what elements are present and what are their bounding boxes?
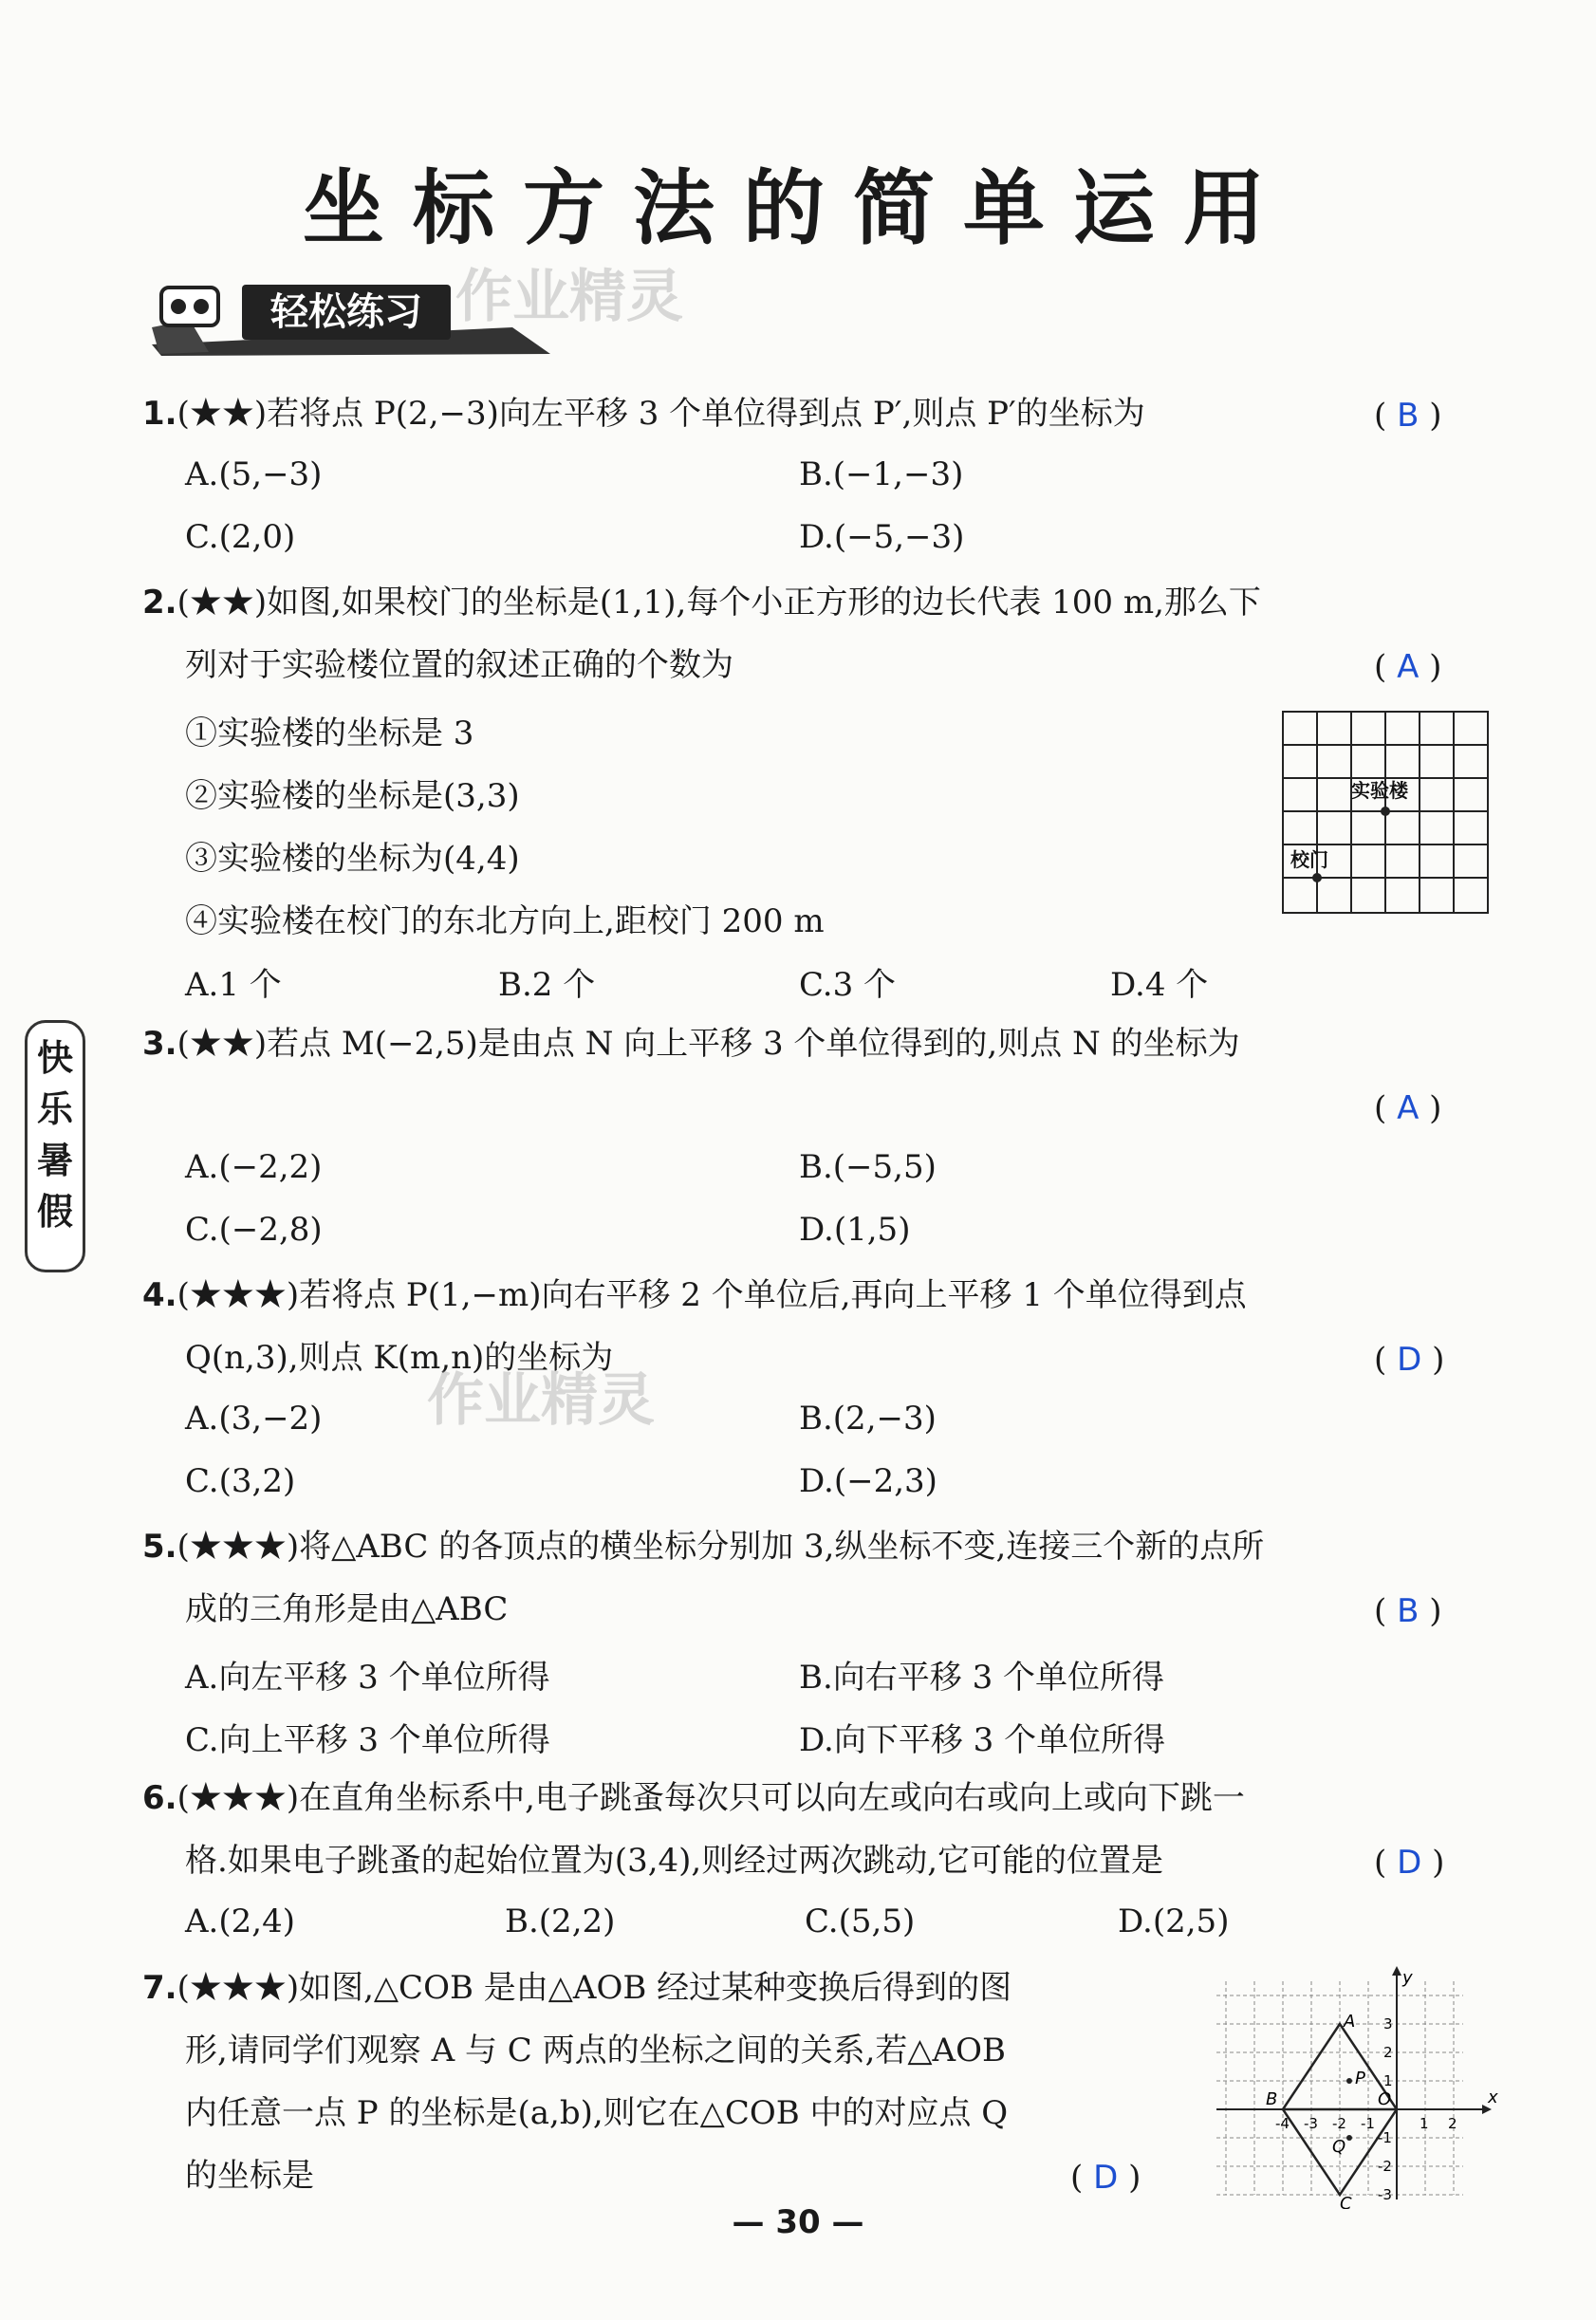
point-o-label: O [1378,2089,1392,2109]
answer-4: ( D ) [1374,1341,1445,1379]
side-tab: 快 乐 暑 假 [25,1020,85,1272]
option-6b: B.(2,2) [505,1902,616,1940]
option-3c: C.(−2,8) [185,1211,323,1249]
option-1b: B.(−1,−3) [799,455,964,493]
x-axis-label: x [1488,2088,1498,2107]
option-5a: A.向左平移 3 个单位所得 [185,1659,550,1697]
watermark-2: 作业精灵 [427,1367,655,1434]
question-2: 2.(★★)如图,如果校门的坐标是(1,1),每个小正方形的边长代表 100 m,那么下 [142,584,1261,622]
answer-7: ( D ) [1070,2159,1141,2197]
page-title: 坐标方法的简单运用 [303,160,1293,256]
answer-1: ( B ) [1374,397,1442,435]
y-tick-label: -1 [1378,2129,1392,2146]
school-grid-figure [1281,710,1490,917]
statement-2-3: ③实验楼的坐标为(4,4) [185,840,520,878]
question-7-line3: 内任意一点 P 的坐标是(a,b),则它在△COB 中的对应点 Q [185,2094,1009,2132]
question-6-line2: 格.如果电子跳蚤的起始位置为(3,4),则经过两次跳动,它可能的位置是 [185,1842,1164,1880]
section-label: 轻松练习 [242,285,451,340]
option-4d: D.(−2,3) [799,1462,937,1500]
question-6: 6.(★★★)在直角坐标系中,电子跳蚤每次只可以向左或向右或向上或向下跳一 [142,1779,1245,1817]
option-5d: D.向下平移 3 个单位所得 [799,1721,1166,1759]
statement-2-1: ①实验楼的坐标是 3 [185,715,474,752]
option-6c: C.(5,5) [805,1902,916,1940]
page-number: — 30 — [732,2203,864,2241]
option-6a: A.(2,4) [185,1902,295,1940]
y-tick-label: 2 [1383,2044,1393,2061]
option-4a: A.(3,−2) [185,1400,323,1438]
option-1a: A.(5,−3) [185,455,323,493]
statement-2-4: ④实验楼在校门的东北方向上,距校门 200 m [185,902,825,940]
question-5-line2: 成的三角形是由△ABC [185,1590,509,1628]
option-3a: A.(−2,2) [185,1148,323,1186]
answer-5: ( B ) [1374,1592,1442,1630]
question-4: 4.(★★★)若将点 P(1,−m)向右平移 2 个单位后,再向上平移 1 个单位得到点 [142,1276,1247,1314]
gate-label: 校门 [1290,848,1328,871]
x-tick-label: -1 [1361,2115,1375,2132]
question-2-line2: 列对于实验楼位置的叙述正确的个数为 [185,646,733,684]
option-6d: D.(2,5) [1118,1902,1230,1940]
option-5b: B.向右平移 3 个单位所得 [799,1659,1165,1697]
question-7-line2: 形,请同学们观察 A 与 C 两点的坐标之间的关系,若△AOB [185,2032,1006,2069]
x-tick-label: -4 [1275,2115,1290,2132]
option-1c: C.(2,0) [185,518,296,556]
x-tick-label: 1 [1420,2115,1429,2132]
y-tick-label: -3 [1378,2186,1392,2203]
point-p-label: P [1355,2069,1365,2088]
option-2c: C.3 个 [799,966,897,1004]
option-2b: B.2 个 [498,966,596,1004]
point-b-label: B [1266,2089,1278,2109]
option-3d: D.(1,5) [799,1211,911,1249]
question-5: 5.(★★★)将△ABC 的各顶点的横坐标分别加 3,纵坐标不变,连接三个新的点所 [142,1528,1265,1566]
x-tick-label: -2 [1332,2115,1346,2132]
point-c-label: C [1340,2194,1352,2209]
x-tick-label: 2 [1448,2115,1457,2132]
question-7-line4: 的坐标是 [185,2157,314,2195]
option-5c: C.向上平移 3 个单位所得 [185,1721,550,1759]
answer-3: ( A ) [1374,1089,1442,1127]
y-axis-label: y [1402,1968,1413,1988]
option-2d: D.4 个 [1110,966,1209,1004]
x-tick-label: -3 [1304,2115,1318,2132]
option-4c: C.(3,2) [185,1462,296,1500]
answer-6: ( D ) [1374,1844,1445,1882]
option-4b: B.(2,−3) [799,1400,937,1438]
question-7: 7.(★★★)如图,△COB 是由△AOB 经过某种变换后得到的图 [142,1969,1012,2007]
point-q-label: Q [1332,2137,1346,2157]
coordinate-figure [1216,1962,1501,2209]
answer-2: ( A ) [1374,648,1442,686]
question-4-line2: Q(n,3),则点 K(m,n)的坐标为 [185,1339,614,1377]
watermark: 作业精灵 [455,264,683,330]
question-1: 1.(★★)若将点 P(2,−3)向左平移 3 个单位得到点 P′,则点 P′的坐标为 [142,395,1145,433]
option-3b: B.(−5,5) [799,1148,937,1186]
question-3: 3.(★★)若点 M(−2,5)是由点 N 向上平移 3 个单位得到的,则点 N 的坐标为 [142,1025,1240,1063]
option-2a: A.1 个 [185,966,282,1004]
y-tick-label: -2 [1378,2158,1392,2175]
option-1d: D.(−5,−3) [799,518,965,556]
y-tick-label: 1 [1383,2072,1393,2089]
y-tick-label: 3 [1383,2015,1393,2032]
point-a-label: A [1344,2012,1356,2032]
lab-label: 实验楼 [1351,779,1408,802]
statement-2-2: ②实验楼的坐标是(3,3) [185,777,520,815]
